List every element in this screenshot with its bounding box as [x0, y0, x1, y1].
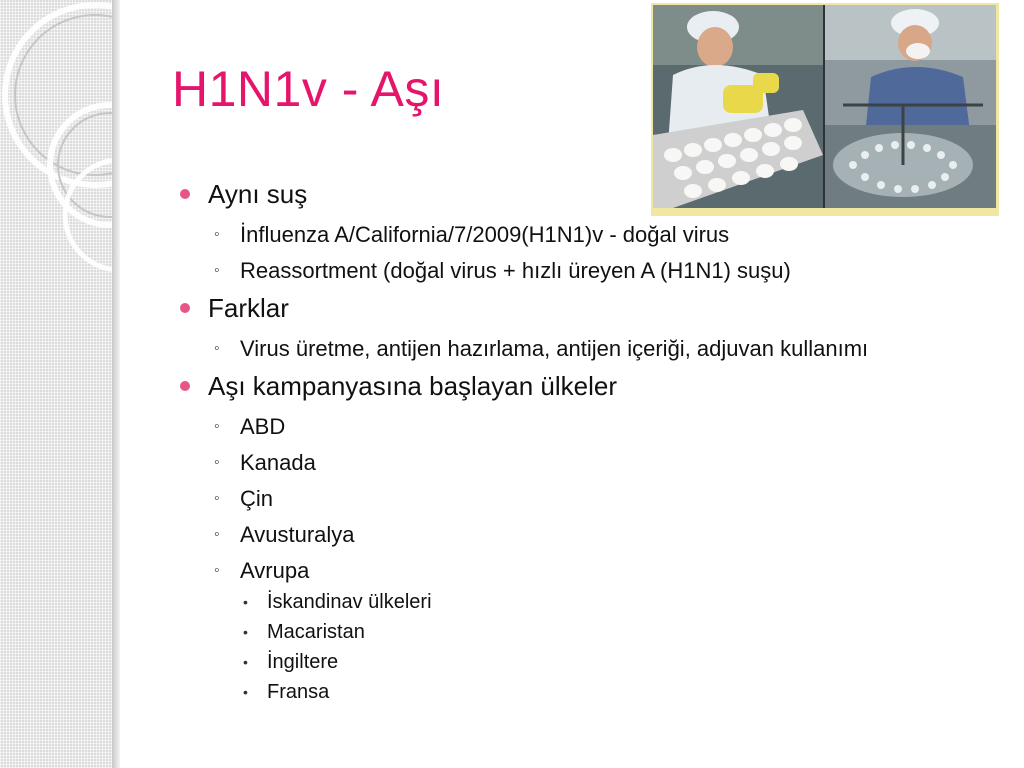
bullet-circle-icon: ◦ — [214, 562, 220, 579]
bullet-circle-icon: ◦ — [214, 340, 220, 357]
decorative-side-strip — [0, 0, 112, 768]
sub-sub-list-item-label: Fransa — [267, 681, 330, 703]
sub-list-item — [180, 222, 970, 248]
sub-list-item — [180, 558, 970, 584]
sub-list-item — [180, 414, 970, 440]
sub-list-item — [180, 486, 970, 512]
bullet-list — [180, 170, 970, 704]
list-item-same-strain — [180, 176, 970, 212]
slide-title: H1N1v - Aşı — [172, 61, 445, 117]
bullet-dot-icon — [180, 381, 190, 391]
bullet-circle-icon: ◦ — [214, 262, 220, 279]
sub-sub-list-item — [180, 680, 970, 704]
sub-list-item-label: Avrupa — [240, 558, 310, 583]
bullet-dot-icon — [180, 303, 190, 313]
sub-list-item — [180, 450, 970, 476]
bullet-dot-icon — [180, 189, 190, 199]
bullet-circle-icon: ◦ — [214, 526, 220, 543]
bullet-circle-icon: ◦ — [214, 226, 220, 243]
bullet-circle-icon: ◦ — [214, 418, 220, 435]
list-item-differences — [180, 290, 970, 326]
sub-list-item-label: Virus üretme, antijen hazırlama, antijen içeriği, adjuvan kullanımı — [240, 336, 869, 361]
sub-list-item — [180, 336, 940, 362]
sub-sub-list-item — [180, 620, 970, 644]
sub-sub-list-item-label: İskandinav ülkeleri — [267, 591, 432, 613]
list-item-label: Aynı suş — [208, 179, 308, 209]
sub-list-item — [180, 522, 970, 548]
sub-list-item — [180, 258, 970, 284]
bullet-small-dot-icon: • — [243, 684, 248, 700]
bullet-circle-icon: ◦ — [214, 454, 220, 471]
list-item-countries — [180, 368, 970, 404]
list-item-label: Farklar — [208, 293, 289, 323]
sub-list-item-label: Kanada — [240, 450, 316, 475]
sub-list-item-label: Avusturalya — [240, 522, 355, 547]
sub-list-item-label: ABD — [240, 414, 286, 439]
decorative-circles — [0, 0, 112, 768]
sub-sub-list-item — [180, 590, 970, 614]
sub-sub-list-item-label: Macaristan — [267, 621, 365, 643]
bullet-small-dot-icon: • — [243, 654, 248, 670]
list-item-label: Aşı kampanyasına başlayan ülkeler — [208, 371, 618, 401]
bullet-small-dot-icon: • — [243, 624, 248, 640]
bullet-small-dot-icon: • — [243, 594, 248, 610]
side-strip-edge — [112, 0, 120, 768]
sub-list-item-label: Reassortment (doğal virus + hızlı üreyen A (H1N1) suşu) — [240, 258, 791, 283]
sub-list-item-label: İnfluenza A/California/7/2009(H1N1)v - doğal virus — [240, 222, 730, 247]
sub-sub-list-item — [180, 650, 970, 674]
bullet-circle-icon: ◦ — [214, 490, 220, 507]
sub-sub-list-item-label: İngiltere — [267, 651, 339, 673]
sub-list-item-label: Çin — [240, 486, 274, 511]
